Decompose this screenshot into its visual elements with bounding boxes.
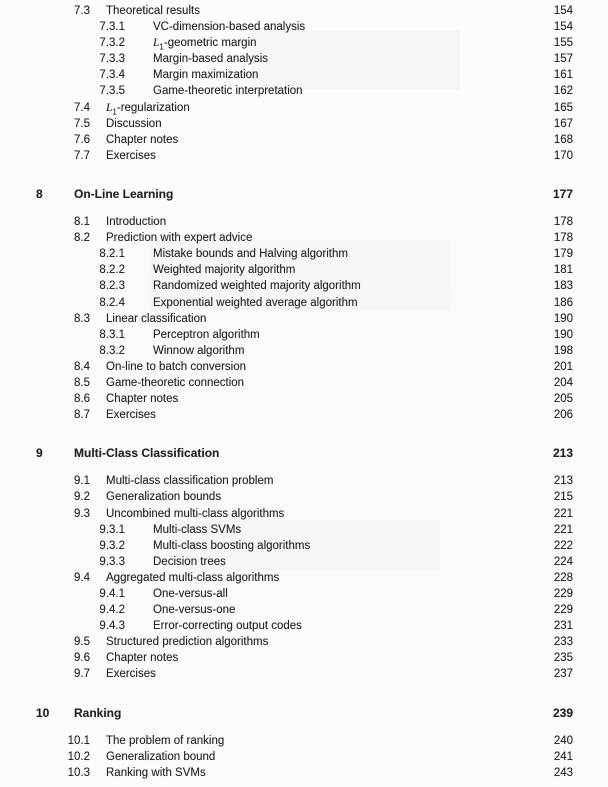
entry-page-number: 204 <box>553 376 573 389</box>
toc-entry <box>0 214 608 230</box>
entry-title <box>106 100 543 116</box>
entry-number: 8.2 <box>74 232 90 245</box>
entry-page-number: 221 <box>553 507 573 520</box>
toc-entry <box>0 473 608 489</box>
toc-entry <box>0 506 608 522</box>
toc-entry <box>0 343 608 359</box>
entry-number: 7.3.1 <box>99 21 125 34</box>
entry-number: 8.2.2 <box>99 264 125 277</box>
entry-number: 8.1 <box>74 216 90 229</box>
entry-page-number: 243 <box>553 766 573 779</box>
entry-title-text: -geometric margin <box>163 37 257 50</box>
entry-title-text: -regularization <box>116 101 190 114</box>
entry-number: 10.3 <box>67 766 90 779</box>
entry-page-number: 205 <box>553 393 573 406</box>
entry-page-number: 157 <box>553 53 573 66</box>
entry-title: Exercises <box>106 409 156 422</box>
toc-entry <box>0 765 608 781</box>
toc-entry <box>0 570 608 586</box>
chapter-title: Multi-Class Classification <box>74 446 220 461</box>
entry-page-number: 224 <box>553 555 573 568</box>
entry-number: 7.6 <box>74 133 90 146</box>
entry-number: 9.4 <box>74 571 90 584</box>
toc-entry <box>0 295 608 311</box>
entry-number: 9.3.2 <box>99 539 125 552</box>
entry-title: Randomized weighted majority algorithm <box>153 280 361 293</box>
entry-number: 9.4.3 <box>99 620 125 633</box>
entry-title: Linear classification <box>106 312 207 325</box>
entry-title: Uncombined multi-class algorithms <box>106 507 285 520</box>
entry-title: Generalization bounds <box>106 491 222 504</box>
entry-number: 8.2.1 <box>99 248 125 261</box>
entry-number: 8.3.1 <box>99 328 125 341</box>
entry-title: Chapter notes <box>106 133 179 146</box>
toc-entry <box>0 3 608 19</box>
toc-entry <box>0 733 608 749</box>
toc-entry <box>0 618 608 634</box>
entry-number: 7.3.2 <box>99 37 125 50</box>
toc-entry <box>0 602 608 618</box>
entry-title: Perceptron algorithm <box>153 328 260 341</box>
entry-number: 8.2.3 <box>99 280 125 293</box>
entry-page-number: 165 <box>553 101 573 114</box>
entry-page-number: 229 <box>553 604 573 617</box>
entry-page-number: 228 <box>553 571 573 584</box>
entry-number: 8.4 <box>74 360 90 373</box>
toc-entry <box>0 116 608 132</box>
entry-page-number: 235 <box>553 652 573 665</box>
toc-entry <box>0 311 608 327</box>
chapter-page-number: 177 <box>552 186 573 201</box>
toc-entry <box>0 35 608 51</box>
entry-title: Chapter notes <box>106 393 179 406</box>
chapter-number: 9 <box>36 446 43 461</box>
entry-number: 8.7 <box>74 409 90 422</box>
toc-entry <box>0 148 608 164</box>
entry-number: 8.3.2 <box>99 344 125 357</box>
entry-number: 7.3.5 <box>99 85 125 98</box>
entry-page-number: 190 <box>553 328 573 341</box>
entry-page-number: 154 <box>553 21 573 34</box>
entry-title: Margin-based analysis <box>153 53 269 66</box>
toc-entry <box>0 359 608 375</box>
entry-title: Decision trees <box>153 555 226 568</box>
entry-title: On-line to batch conversion <box>106 360 246 373</box>
toc-entry <box>0 538 608 554</box>
entry-title: Discussion <box>106 117 162 130</box>
toc-entry <box>0 230 608 246</box>
entry-number: 9.7 <box>74 668 90 681</box>
toc-entry <box>0 407 608 423</box>
entry-page-number: 213 <box>553 475 573 488</box>
entry-page-number: 178 <box>553 232 573 245</box>
toc-entry <box>0 391 608 407</box>
entry-number: 7.3.4 <box>99 69 125 82</box>
entry-title: Game-theoretic interpretation <box>153 85 303 98</box>
entry-title: Mistake bounds and Halving algorithm <box>153 248 348 261</box>
toc-entry <box>0 489 608 505</box>
entry-number: 9.1 <box>74 475 90 488</box>
entry-page-number: 170 <box>553 149 573 162</box>
entry-page-number: 240 <box>553 734 573 747</box>
toc-entry <box>0 522 608 538</box>
entry-page-number: 231 <box>553 620 573 633</box>
toc-entry <box>0 586 608 602</box>
entry-page-number: 161 <box>553 69 573 82</box>
entry-number: 9.3.3 <box>99 555 125 568</box>
toc-chapter-heading <box>0 186 608 202</box>
entry-page-number: 183 <box>553 280 573 293</box>
entry-title: Weighted majority algorithm <box>153 264 296 277</box>
toc-entry <box>0 51 608 67</box>
entry-page-number: 186 <box>553 296 573 309</box>
entry-page-number: 237 <box>553 668 573 681</box>
entry-number: 9.6 <box>74 652 90 665</box>
entry-number: 10.1 <box>67 734 90 747</box>
toc-entry <box>0 375 608 391</box>
entry-title: Introduction <box>106 216 167 229</box>
entry-page-number: 206 <box>553 409 573 422</box>
chapter-title: Ranking <box>74 705 122 720</box>
toc-entry <box>0 262 608 278</box>
chapter-number: 8 <box>36 186 43 201</box>
entry-page-number: 241 <box>553 750 573 763</box>
toc-entry <box>0 749 608 765</box>
entry-page-number: 179 <box>553 248 573 261</box>
entry-title: The problem of ranking <box>106 734 225 747</box>
entry-title: Ranking with SVMs <box>106 766 206 779</box>
chapter-page-number: 239 <box>552 705 573 720</box>
entry-page-number: 181 <box>553 264 573 277</box>
entry-number: 9.4.1 <box>99 588 125 600</box>
entry-number: 7.4 <box>74 101 90 114</box>
entry-title: Exercises <box>106 149 156 162</box>
entry-number: 7.3.3 <box>99 53 125 66</box>
entry-page-number: 154 <box>553 5 573 17</box>
entry-title: Multi-class boosting algorithms <box>153 539 311 552</box>
entry-page-number: 167 <box>553 117 573 130</box>
entry-page-number: 162 <box>553 85 573 98</box>
entry-title: One-versus-all <box>153 588 228 600</box>
entry-page-number: 190 <box>553 312 573 325</box>
entry-page-number: 233 <box>553 636 573 649</box>
toc-entry <box>0 666 608 682</box>
entry-number: 7.5 <box>74 117 90 130</box>
entry-title: Chapter notes <box>106 652 179 665</box>
math-variable: L <box>106 101 113 114</box>
entry-number: 8.6 <box>74 393 90 406</box>
entry-number: 8.3 <box>74 312 90 325</box>
entry-title: One-versus-one <box>153 604 236 617</box>
chapter-number: 10 <box>36 705 50 720</box>
entry-number: 9.2 <box>74 491 90 504</box>
entry-number: 7.3 <box>74 5 90 17</box>
entry-title: VC-dimension-based analysis <box>153 21 306 34</box>
entry-page-number: 201 <box>553 360 573 373</box>
entry-page-number: 215 <box>553 491 573 504</box>
chapter-page-number: 213 <box>552 446 573 461</box>
toc-entry <box>0 132 608 148</box>
toc-entry <box>0 246 608 262</box>
entry-title: Multi-class classification problem <box>106 475 274 488</box>
entry-number: 10.2 <box>67 750 90 763</box>
entry-title: Generalization bound <box>106 750 216 763</box>
toc-entry <box>0 650 608 666</box>
entry-number: 7.7 <box>74 149 90 162</box>
entry-number: 9.4.2 <box>99 604 125 617</box>
entry-number: 9.5 <box>74 636 90 649</box>
toc-entry <box>0 634 608 650</box>
entry-page-number: 178 <box>553 216 573 229</box>
entry-title: Aggregated multi-class algorithms <box>106 571 280 584</box>
toc-chapter-heading <box>0 445 608 461</box>
math-subscript: 1 <box>159 42 164 52</box>
math-variable: L <box>153 37 160 50</box>
entry-title: Prediction with expert advice <box>106 232 253 245</box>
toc-chapter-heading <box>0 705 608 721</box>
entry-number: 8.2.4 <box>99 296 125 309</box>
entry-title: Exponential weighted average algorithm <box>153 296 358 309</box>
entry-title: Theoretical results <box>106 5 200 17</box>
math-subscript: 1 <box>112 106 117 116</box>
toc-entry <box>0 327 608 343</box>
entry-title: Exercises <box>106 668 156 681</box>
entry-title: Error-correcting output codes <box>153 620 302 633</box>
entry-title: Winnow algorithm <box>153 344 245 357</box>
entry-page-number: 168 <box>553 133 573 146</box>
entry-number: 9.3 <box>74 507 90 520</box>
toc-entry <box>0 83 608 99</box>
entry-page-number: 198 <box>553 344 573 357</box>
entry-page-number: 229 <box>553 588 573 600</box>
entry-title: Structured prediction algorithms <box>106 636 269 649</box>
entry-number: 9.3.1 <box>99 523 125 536</box>
toc-entry <box>0 19 608 35</box>
entry-title <box>153 35 543 51</box>
toc-entry <box>0 100 608 116</box>
toc-entry <box>0 554 608 570</box>
entry-number: 8.5 <box>74 376 90 389</box>
chapter-title: On-Line Learning <box>74 186 174 201</box>
entry-title: Game-theoretic connection <box>106 376 245 389</box>
entry-page-number: 222 <box>553 539 573 552</box>
entry-title: Multi-class SVMs <box>153 523 242 536</box>
toc-entry <box>0 67 608 83</box>
entry-page-number: 155 <box>553 37 573 50</box>
toc-entry <box>0 278 608 294</box>
entry-title: Margin maximization <box>153 69 259 82</box>
entry-page-number: 221 <box>553 523 573 536</box>
